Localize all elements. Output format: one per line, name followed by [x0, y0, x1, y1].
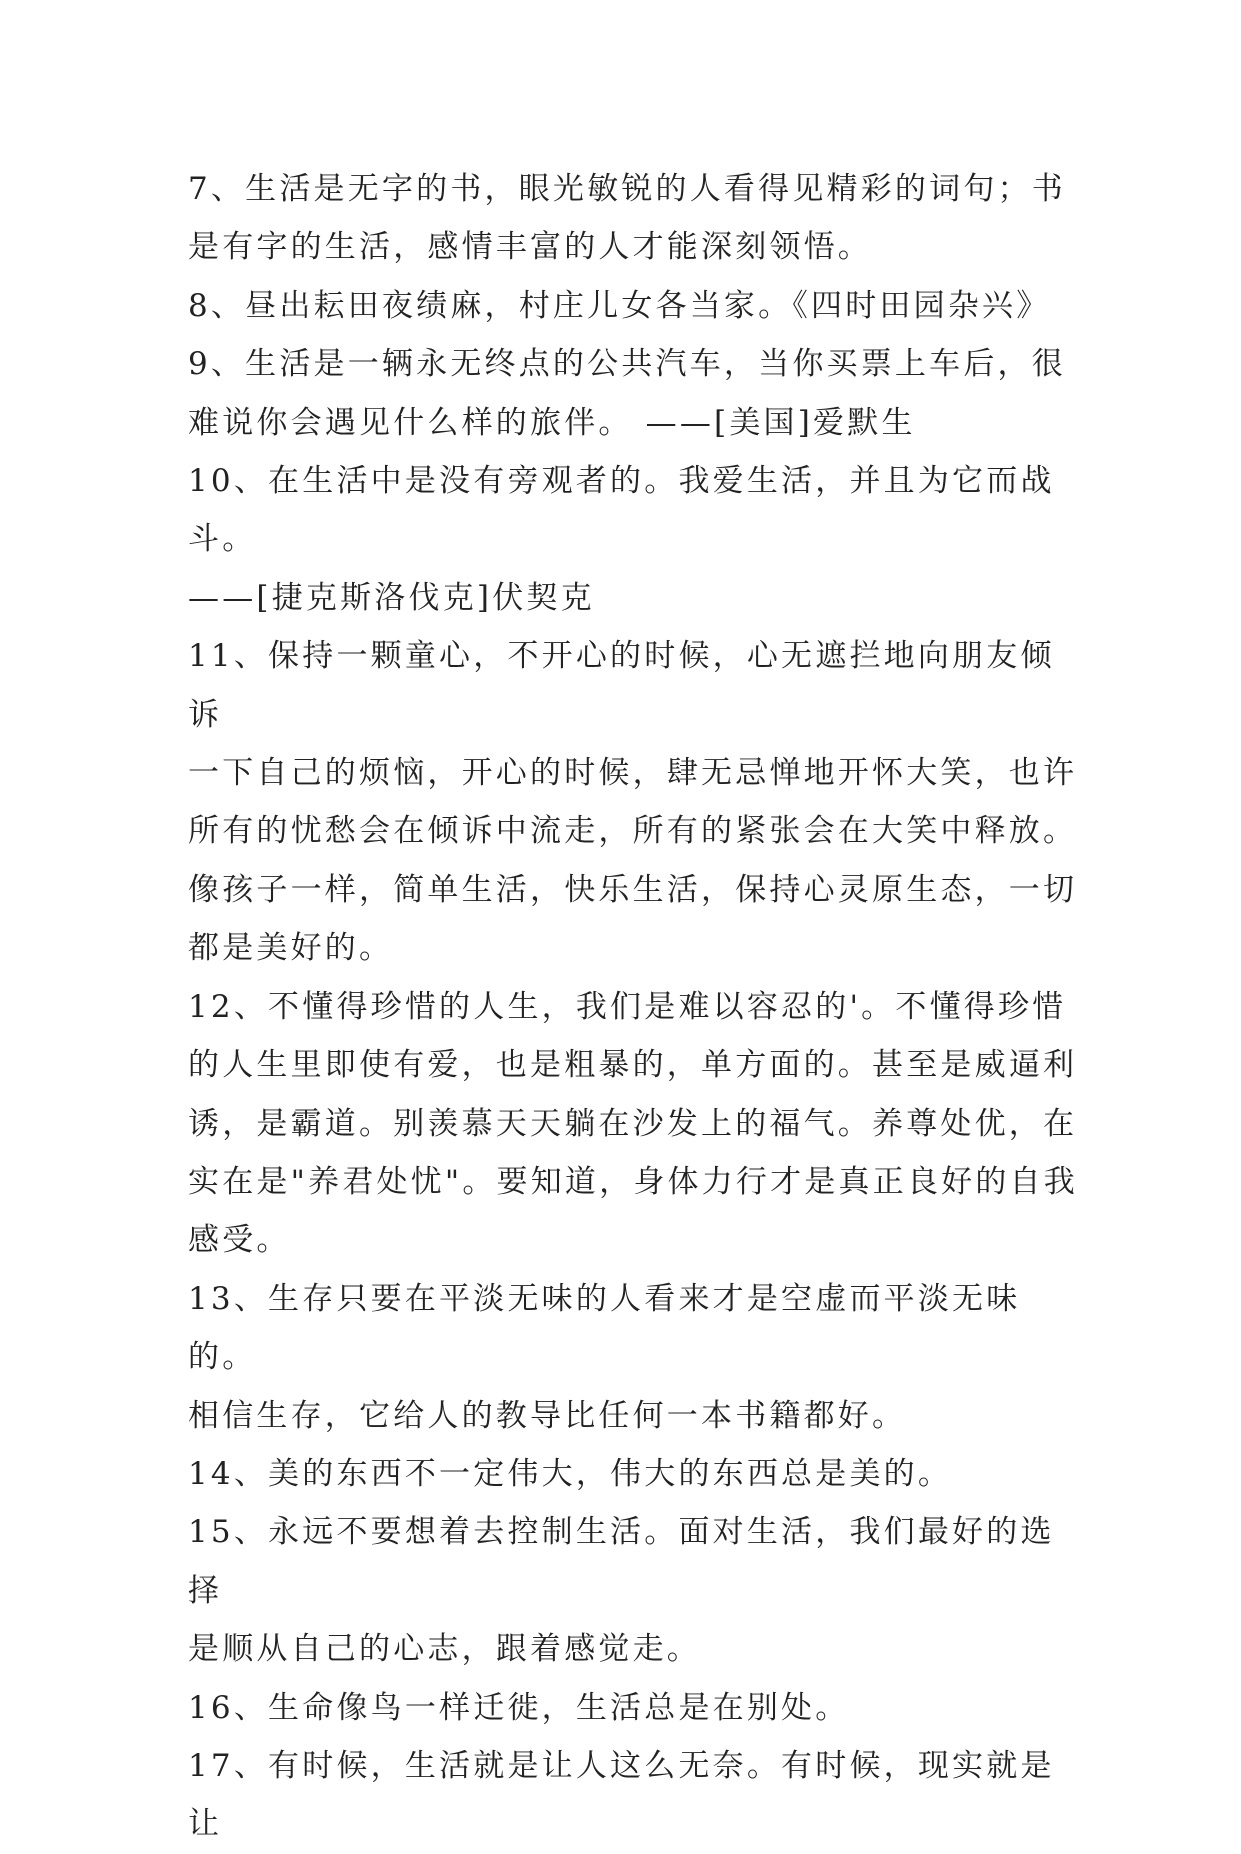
quote-paragraph-17: 17、有时候，生活就是让人这么无奈。有时候，现实就是让 — [188, 1747, 1055, 1843]
quote-paragraph-15: 15、永远不要想着去控制生活。面对生活，我们最好的选择 是顺从自己的心志，跟着感觉走。 — [188, 1514, 1055, 1668]
quote-paragraph-12: 12、不懂得珍惜的人生，我们是难以容忍的'。不懂得珍惜 的人生里即使有爱，也是粗暴的，单方面的。甚至是威逼利 诱，是霸道。别羡慕天天躺在沙发上的福气。养尊处优，在 实在是"养君处忧"。要知道，身体力行才是真正良好的自我 感受。 — [188, 988, 1078, 1259]
quote-paragraph-11: 11、保持一颗童心，不开心的时候，心无遮拦地向朋友倾诉 一下自己的烦恼，开心的时候，肆无忌惮地开怀大笑，也许 所有的忧愁会在倾诉中流走，所有的紧张会在大笑中释放。 像孩子一样，简单生活，快乐生活，保持心灵原生态，一切 都是美好的。 — [188, 638, 1078, 967]
quote-paragraph-9: 9、生活是一辆永无终点的公共汽车，当你买票上车后，很 难说你会遇见什么样的旅伴。 ——[美国]爱默生 — [188, 346, 1066, 441]
quote-paragraph-7: 7、生活是无字的书，眼光敏锐的人看得见精彩的词句；书 是有字的生活，感情丰富的人才能深刻领悟。 — [188, 171, 1066, 266]
quote-paragraph-16: 16、生命像鸟一样迁徙，生活总是在别处。 — [188, 1689, 850, 1726]
document-body — [188, 160, 1088, 1854]
quote-paragraph-8: 8、昼出耘田夜绩麻，村庄儿女各当家。《四时田园杂兴》 — [188, 287, 1051, 324]
quote-paragraph-14: 14、美的东西不一定伟大，伟大的东西总是美的。 — [188, 1455, 953, 1492]
quote-paragraph-10: 10、在生活中是没有旁观者的。我爱生活，并且为它而战斗。 ——[捷克斯洛伐克]伏契克 — [188, 463, 1055, 616]
quote-paragraph-13: 13、生存只要在平淡无味的人看来才是空虚而平淡无味的。 相信生存，它给人的教导比任何一本书籍都好。 — [188, 1280, 1021, 1434]
